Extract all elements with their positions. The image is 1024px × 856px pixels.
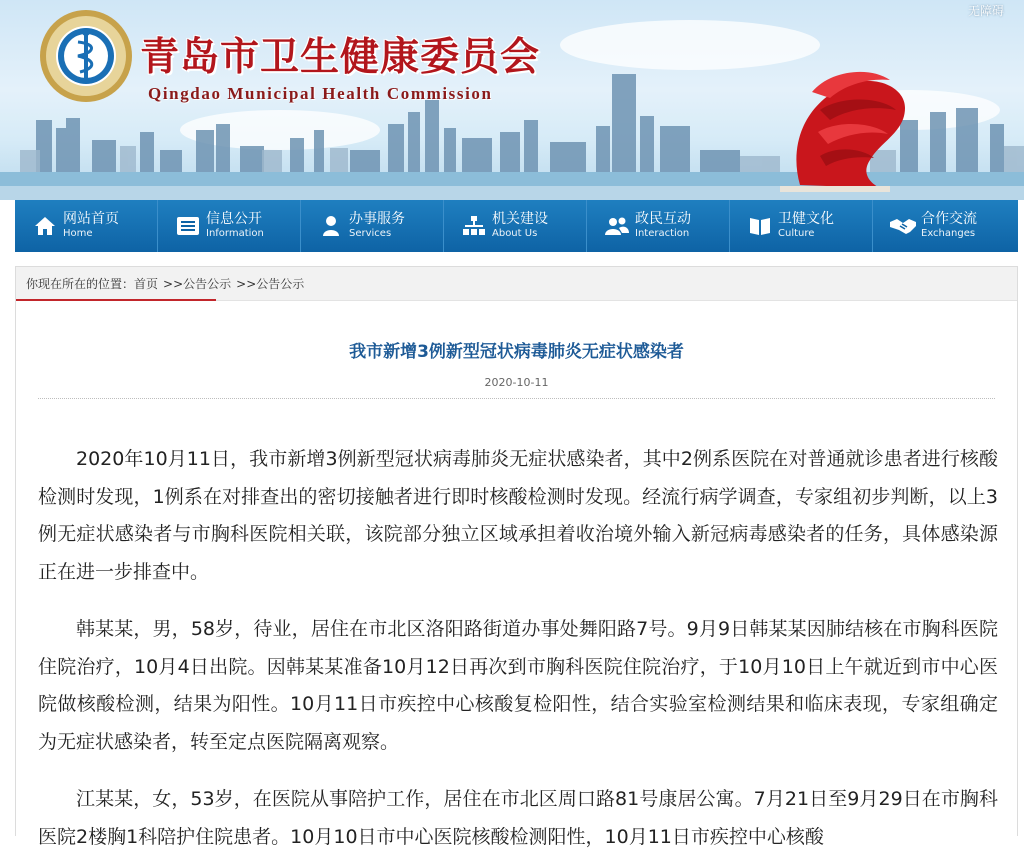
people-icon: [605, 214, 629, 238]
nav-item-about-us[interactable]: [444, 200, 587, 252]
nav-sublabel: About Us: [492, 228, 538, 240]
nav-sublabel: Exchanges: [921, 228, 976, 240]
nav-item-services[interactable]: [301, 200, 444, 252]
nav-label: 网站首页: [63, 211, 119, 228]
article-date: 2020-10-11: [484, 376, 549, 389]
nav-item-culture[interactable]: [730, 200, 873, 252]
site-title: 青岛市卫生健康委员会: [140, 34, 541, 80]
breadcrumb-separator: >>: [236, 277, 257, 291]
article-container: [15, 266, 1018, 848]
accessibility-link[interactable]: 无障碍: [967, 4, 1004, 18]
nav-item-exchanges[interactable]: [873, 200, 1016, 252]
person-icon: [319, 214, 343, 238]
nav-sublabel: Culture: [778, 228, 815, 240]
org-chart-icon: [462, 214, 486, 238]
breadcrumb-link-announcements[interactable]: 公告公示: [183, 277, 232, 291]
article-paragraph: 韩某某，男，58岁，待业，居住在市北区洛阳路街道办事处舞阳路7号。9月9日韩某某因肺结核在市胸科医院住院治疗，10月4日出院。因韩某某准备10月12日再次到市胸科医院住院治疗，于10月10日上午就近到市中心医院做核酸检测，结果为阳性。10月11日市疾控中心核酸复检阳性，结合实验室检测结果和临床表现，专家组确定为无症状感染者，转至定点医院隔离观察。: [38, 618, 998, 753]
list-icon: [176, 214, 200, 238]
nav-label: 卫健文化: [778, 211, 834, 228]
article-paragraph: 江某某，女，53岁，在医院从事陪护工作，居住在市北区周口路81号康居公寓。7月21日至9月29日在市胸科医院2楼胸1科陪护住院患者。10月10日市中心医院核酸检测阳性，10月11日市疾控中心核酸: [38, 788, 998, 848]
nav-sublabel: Home: [63, 228, 93, 240]
nav-sublabel: Information: [206, 228, 264, 240]
nav-label: 政民互动: [635, 211, 691, 228]
nav-label: 办事服务: [349, 211, 405, 228]
article-paragraph: 2020年10月11日，我市新增3例新型冠状病毒肺炎无症状感染者，其中2例系医院在对普通就诊患者进行核酸检测时发现，1例系在对排查出的密切接触者进行即时核酸检测时发现。经流行病学调查，专家组初步判断，以上3例无症状感染者与市胸科医院相关联，该院部分独立区域承担着收治境外输入新冠病毒感染者的任务，具体感染源正在进一步排查中。: [38, 448, 998, 583]
handshake-icon: [891, 214, 915, 238]
title-divider: [38, 398, 995, 399]
article-title: 我市新增3例新型冠状病毒肺炎无症状感染者: [349, 342, 684, 362]
home-icon: [33, 214, 57, 238]
main-navigation: [15, 200, 1018, 252]
nav-item-home[interactable]: [15, 200, 158, 252]
nav-label: 信息公开: [206, 211, 262, 228]
nav-label: 合作交流: [921, 211, 977, 228]
nav-item-information[interactable]: [158, 200, 301, 252]
book-icon: [748, 214, 772, 238]
breadcrumb: [16, 267, 1017, 301]
nav-label: 机关建设: [492, 211, 548, 228]
breadcrumb-prefix: 你现在所在的位置：: [26, 277, 135, 291]
nav-sublabel: Services: [349, 228, 392, 240]
nav-item-interaction[interactable]: [587, 200, 730, 252]
site-title-english: Qingdao Municipal Health Commission: [148, 84, 493, 103]
breadcrumb-link-home[interactable]: 首页: [134, 277, 159, 291]
nav-sublabel: Interaction: [635, 228, 690, 240]
commission-logo: [38, 8, 134, 104]
breadcrumb-link-current[interactable]: 公告公示: [256, 277, 305, 291]
header-banner: [0, 0, 1024, 200]
breadcrumb-separator: >>: [163, 277, 184, 291]
breadcrumb-accent-line: [16, 299, 216, 301]
